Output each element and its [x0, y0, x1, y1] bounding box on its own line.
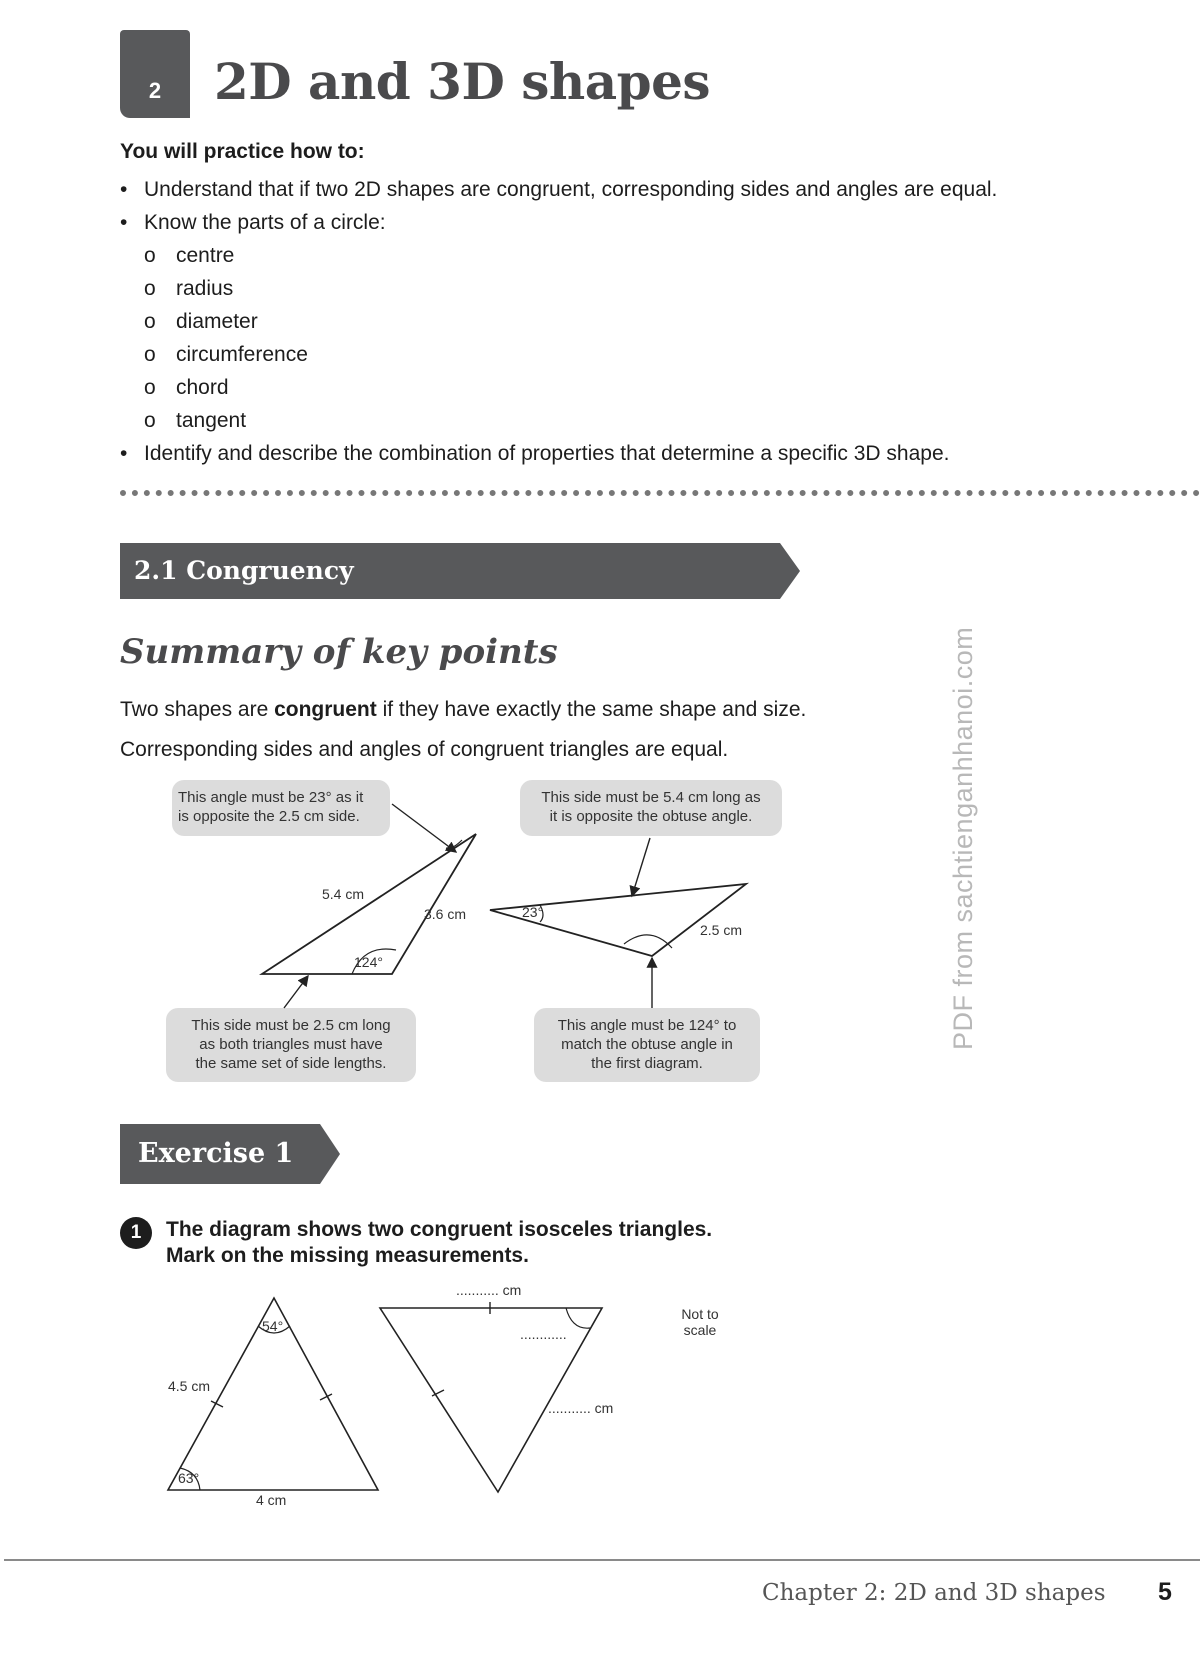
- label-side-5-4: 5.4 cm: [322, 886, 365, 902]
- label-side-2-5: 2.5 cm: [700, 922, 743, 938]
- arrow: [392, 804, 456, 852]
- summary-line-2: Corresponding sides and angles of congruent triangles are equal.: [120, 738, 729, 761]
- callout-top-left: This angle must be 23° as it is opposite the 2.5 cm side.: [178, 789, 364, 825]
- blank-top-side: ........... cm: [456, 1282, 522, 1298]
- circle-part-item: o tangent: [144, 409, 247, 432]
- label-angle-23: 23°: [522, 904, 544, 920]
- blank-angle: ............: [520, 1326, 567, 1342]
- footer-chapter: Chapter 2: 2D and 3D shapes: [762, 1580, 1106, 1606]
- question-number: 1: [120, 1217, 152, 1249]
- triangle-2: [490, 884, 746, 956]
- objective-item: • Understand that if two 2D shapes are congruent, corresponding sides and angles are equal.: [120, 178, 998, 201]
- page-number: 5: [1158, 1578, 1172, 1606]
- section-title: 2.1 Congruency: [134, 556, 354, 585]
- circle-part-item: o centre: [144, 244, 235, 267]
- callout-top-right: This side must be 5.4 cm long as it is opposite the obtuse angle.: [541, 789, 761, 825]
- label-side-4-5: 4.5 cm: [168, 1378, 211, 1394]
- summary-heading: Summary of key points: [120, 632, 558, 672]
- watermark: PDF from sachtienganhhanoi.com: [948, 626, 978, 1050]
- arrow: [284, 976, 308, 1008]
- label-angle-54: 54°: [262, 1318, 284, 1334]
- summary-line-1: Two shapes are congruent if they have exactly the same shape and size.: [120, 698, 807, 721]
- label-angle-63: 63°: [178, 1470, 200, 1486]
- callout-bottom-left: This side must be 2.5 cm long as both triangles must have the same set of side lengths.: [191, 1017, 391, 1072]
- blank-slant-side: ........... cm: [548, 1400, 614, 1416]
- footer-rule: [4, 1559, 1200, 1561]
- callout-bottom-right: This angle must be 124° to match the obtuse angle in the first diagram.: [557, 1017, 737, 1072]
- label-side-4: 4 cm: [256, 1492, 287, 1508]
- chapter-title: 2D and 3D shapes: [214, 52, 711, 111]
- circle-part-item: o chord: [144, 376, 229, 399]
- arrow: [632, 838, 650, 896]
- practice-heading: You will practice how to:: [120, 140, 365, 163]
- circle-part-item: o diameter: [144, 310, 258, 333]
- objective-item: • Identify and describe the combination of properties that determine a specific 3D shape.: [120, 442, 950, 465]
- exercise-title: Exercise 1: [138, 1138, 294, 1169]
- question-line-1: The diagram shows two congruent isosceles triangles.: [166, 1218, 713, 1241]
- label-angle-124: 124°: [354, 954, 383, 970]
- not-to-scale-note: Not to scale: [681, 1306, 719, 1338]
- chapter-number: 2: [148, 78, 162, 103]
- angle-arc: [566, 1308, 590, 1328]
- circle-part-item: o circumference: [144, 343, 308, 366]
- circle-part-item: o radius: [144, 277, 234, 300]
- question-line-2: Mark on the missing measurements.: [166, 1244, 529, 1267]
- label-side-3-6: 3.6 cm: [424, 906, 467, 922]
- objective-item: • Know the parts of a circle:: [120, 211, 386, 234]
